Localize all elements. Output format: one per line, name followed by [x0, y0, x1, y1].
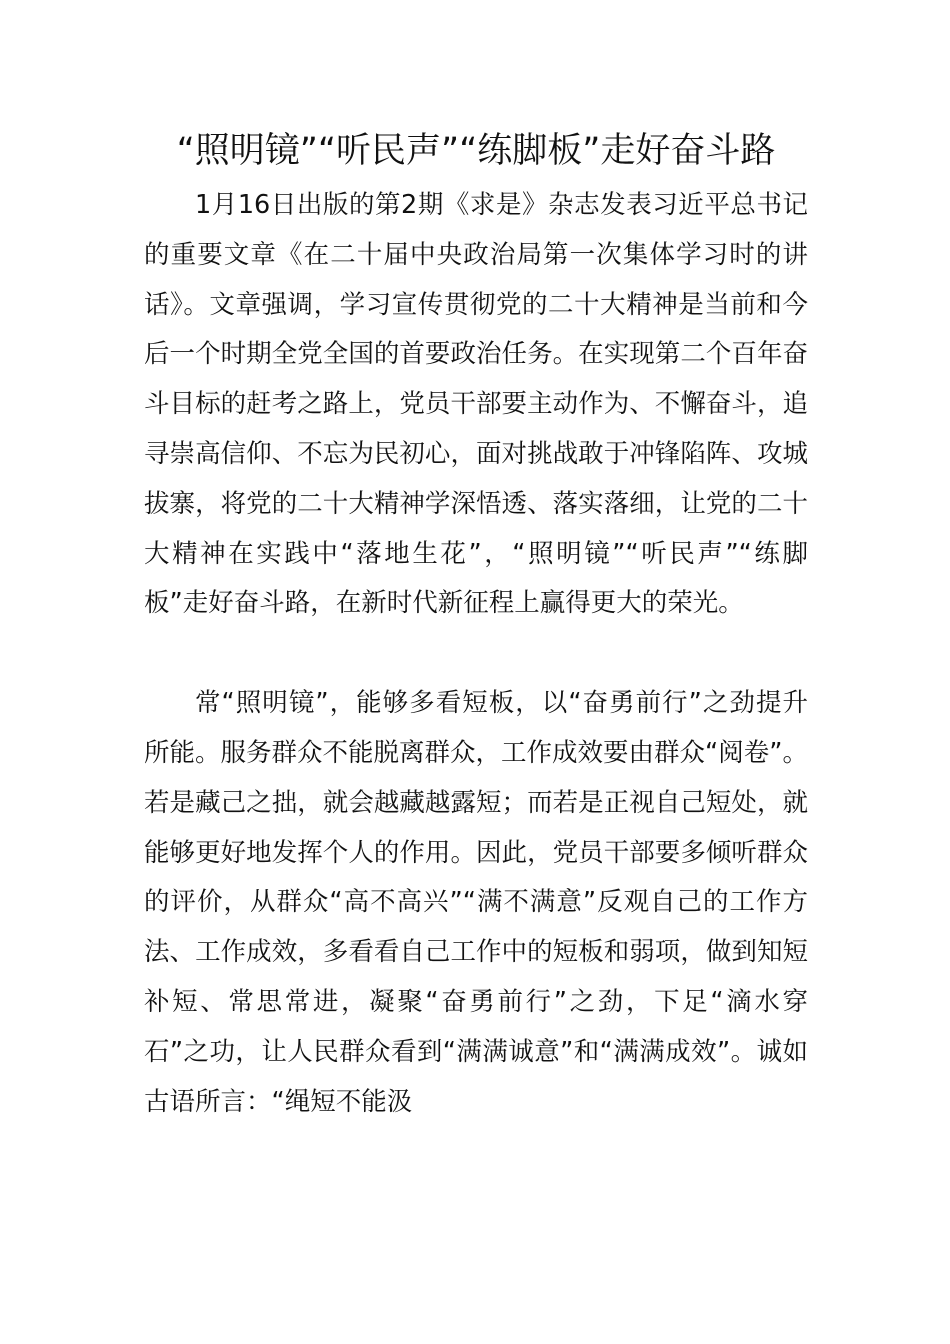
paragraph-intro: 1月16日出版的第2期《求是》杂志发表习近平总书记的重要文章《在二十届中央政治局第一次集体学习时的讲话》。文章强调，学习宣传贯彻党的二十大精神是当前和今后一个时期全党全国的首要政治任务。在实现第二个百年奋斗目标的赶考之路上，党员干部要主动作为、不懈奋斗，追寻崇高信仰、不忘为民初心，面对挑战敢于冲锋陷阵、攻城拔寨，将党的二十大精神学深悟透、落实落细，让党的二十大精神在实践中“落地生花”，“照明镜”“听民声”“练脚板”走好奋斗路，在新时代新征程上赢得更大的荣光。	[144, 190, 808, 619]
document-title: “照明镜”“听民声”“练脚板”走好奋斗路	[176, 131, 776, 171]
document-page	[144, 128, 808, 1127]
paragraph-mirror: 常“照明镜”，能够多看短板，以“奋勇前行”之劲提升所能。服务群众不能脱离群众，工作成效要由群众“阅卷”。若是藏己之拙，就会越藏越露短；而若是正视自己短处，就能够更好地发挥个人的作用。因此，党员干部要多倾听群众的评价，从群众“高不高兴”“满不满意”反观自己的工作方法、工作成效，多看看自己工作中的短板和弱项，做到知短补短、常思常进，凝聚“奋勇前行”之劲，下足“滴水穿石”之功，让人民群众看到“满满诚意”和“满满成效”。诚如古语所言：“绳短不能汲	[144, 688, 808, 1117]
